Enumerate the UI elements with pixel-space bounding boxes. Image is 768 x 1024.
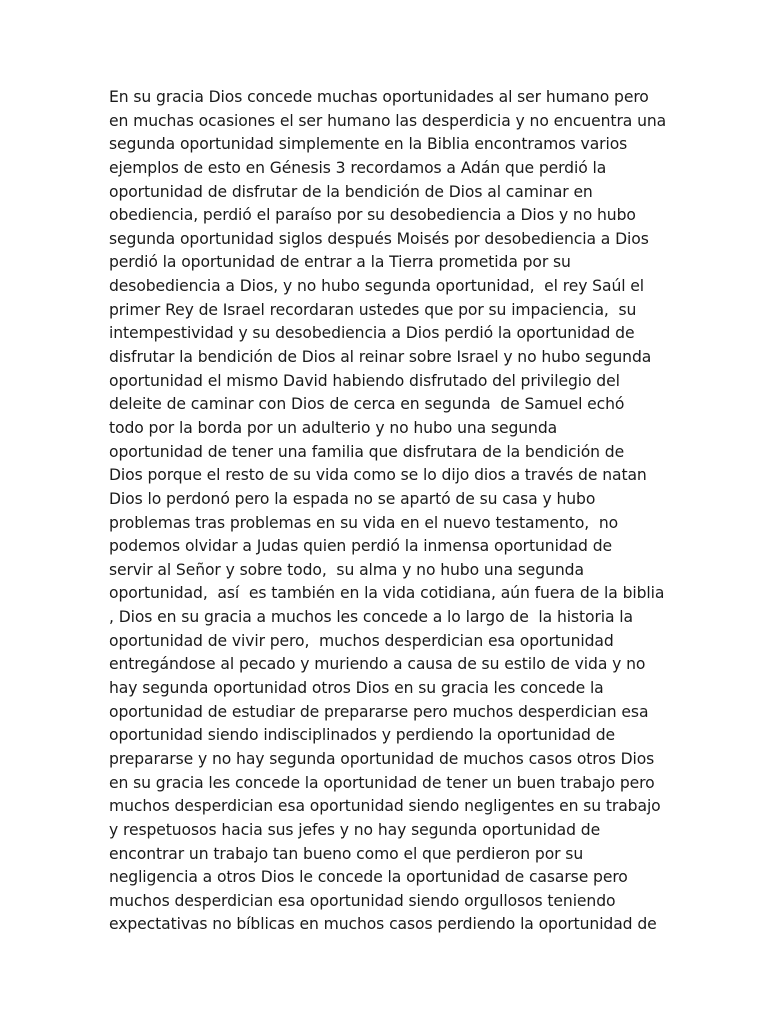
text-line: en su gracia les concede la oportunidad de tener un buen trabajo pero bbox=[109, 773, 655, 792]
text-line: muchos desperdician esa oportunidad siendo negligentes en su trabajo bbox=[109, 797, 661, 816]
text-line: oportunidad el mismo David habiendo disfrutado del privilegio del bbox=[109, 371, 620, 390]
text-line: intempestividad y su desobediencia a Dios perdió la oportunidad de bbox=[109, 324, 635, 343]
text-line: y respetuosos hacia sus jefes y no hay segunda oportunidad de bbox=[109, 820, 601, 839]
text-line: servir al Señor y sobre todo, su alma y no hubo una segunda bbox=[109, 560, 584, 579]
text-line: encontrar un trabajo tan bueno como el que perdieron por su bbox=[109, 844, 584, 863]
text-line: En su gracia Dios concede muchas oportunidades al ser humano pero bbox=[109, 88, 649, 106]
text-line: oportunidad de disfrutar de la bendición de Dios al caminar en bbox=[109, 182, 593, 201]
text-line: oportunidad siendo indisciplinados y perdiendo la oportunidad de bbox=[109, 726, 616, 745]
text-line: disfrutar la bendición de Dios al reinar sobre Israel y no hubo segunda bbox=[109, 348, 652, 367]
text-line: problemas tras problemas en su vida en el nuevo testamento, no bbox=[109, 513, 619, 532]
text-line: ejemplos de esto en Génesis 3 recordamos a Adán que perdió la bbox=[109, 158, 607, 177]
text-line: obediencia, perdió el paraíso por su desobediencia a Dios y no hubo bbox=[109, 206, 636, 225]
text-line: segunda oportunidad simplemente en la Biblia encontramos varios bbox=[109, 135, 628, 154]
text-line: , Dios en su gracia a muchos les concede a lo largo de la historia la bbox=[109, 608, 633, 627]
body-paragraph bbox=[109, 86, 669, 937]
text-line: podemos olvidar a Judas quien perdió la inmensa oportunidad de bbox=[109, 537, 613, 556]
text-line: hay segunda oportunidad otros Dios en su gracia les concede la bbox=[109, 679, 604, 698]
text-line: en muchas ocasiones el ser humano las desperdicia y no encuentra una bbox=[109, 111, 667, 130]
text-line: entregándose al pecado y muriendo a causa de su estilo de vida y no bbox=[109, 655, 646, 674]
text-line: muchos desperdician esa oportunidad siendo orgullosos teniendo bbox=[109, 891, 616, 910]
text-line: oportunidad de estudiar de prepararse pero muchos desperdician esa bbox=[109, 702, 649, 721]
text-line: Dios porque el resto de su vida como se lo dijo dios a través de natan bbox=[109, 466, 647, 485]
text-line: perdió la oportunidad de entrar a la Tierra prometida por su bbox=[109, 253, 571, 272]
text-line: deleite de caminar con Dios de cerca en segunda de Samuel echó bbox=[109, 395, 625, 414]
text-line: oportunidad, así es también en la vida cotidiana, aún fuera de la biblia bbox=[109, 584, 665, 603]
text-line: segunda oportunidad siglos después Moisés por desobediencia a Dios bbox=[109, 229, 649, 248]
text-line: todo por la borda por un adulterio y no hubo una segunda bbox=[109, 418, 558, 437]
text-line: oportunidad de vivir pero, muchos desperdician esa oportunidad bbox=[109, 631, 614, 650]
text-line: Dios lo perdonó pero la espada no se apartó de su casa y hubo bbox=[109, 489, 596, 508]
text-line: primer Rey de Israel recordaran ustedes que por su impaciencia, su bbox=[109, 300, 637, 319]
text-line: prepararse y no hay segunda oportunidad de muchos casos otros Dios bbox=[109, 749, 655, 768]
text-line: negligencia a otros Dios le concede la oportunidad de casarse pero bbox=[109, 868, 628, 887]
text-line: oportunidad de tener una familia que disfrutara de la bendición de bbox=[109, 442, 625, 461]
text-line: desobediencia a Dios, y no hubo segunda oportunidad, el rey Saúl el bbox=[109, 277, 645, 296]
text-line: expectativas no bíblicas en muchos casos perdiendo la oportunidad de bbox=[109, 915, 657, 934]
